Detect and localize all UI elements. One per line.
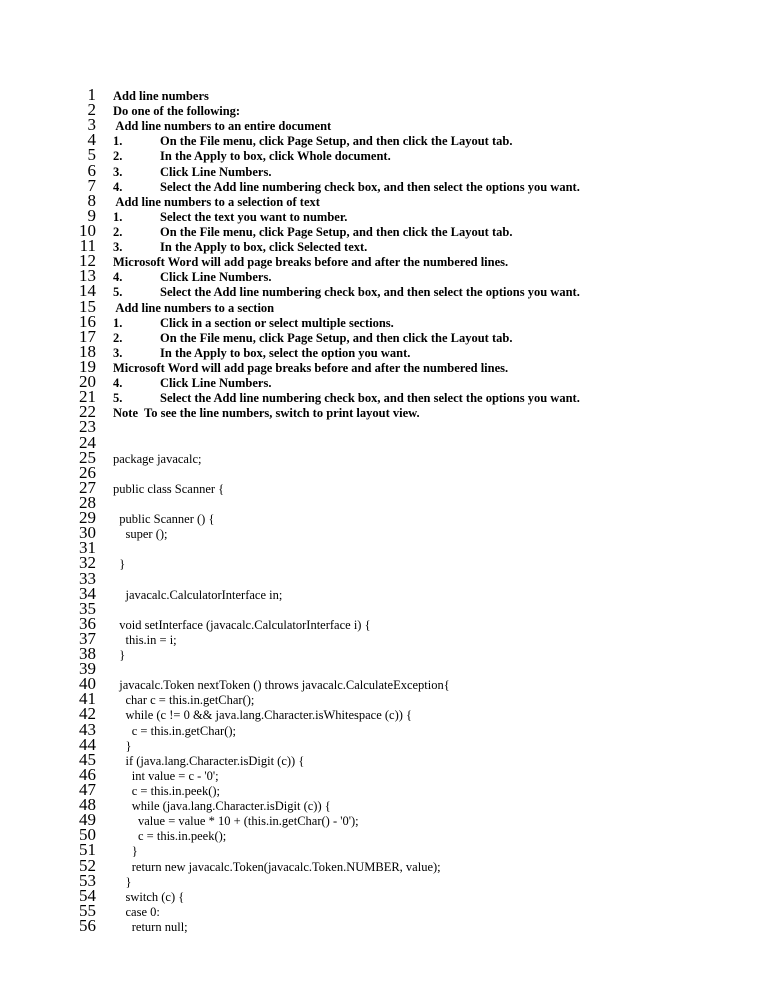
line-number: 24 — [79, 432, 96, 452]
line-number: 43 — [79, 719, 96, 739]
line-number: 26 — [79, 462, 96, 482]
code-line — [113, 603, 763, 618]
line-number: 31 — [79, 538, 96, 558]
line-number: 34 — [79, 583, 96, 603]
code-line: case 0: — [113, 904, 160, 919]
code-line: c = this.in.peek(); — [113, 829, 227, 844]
line-number: 28 — [79, 492, 96, 512]
step-number: 1. — [113, 209, 123, 224]
line-number: 13 — [79, 266, 96, 286]
step-number: 5. — [113, 391, 123, 406]
step-number: 2. — [113, 149, 123, 164]
document-body — [113, 89, 763, 935]
code-line: return null; — [113, 920, 188, 935]
code-line: while (c != 0 && java.lang.Character.isWhitespace (c)) { — [113, 708, 413, 723]
line-number: 14 — [79, 281, 96, 301]
line-number: 39 — [79, 659, 96, 679]
instruction-step — [113, 225, 763, 240]
step-text: On the File menu, click Page Setup, and then click the Layout tab. — [160, 224, 513, 239]
step-number: 4. — [113, 376, 123, 391]
instruction-step — [113, 165, 763, 180]
code-line — [113, 573, 763, 588]
section-heading-entire-document: Add line numbers to an entire document — [113, 119, 332, 134]
line-number: 40 — [79, 674, 96, 694]
step-number: 1. — [113, 134, 123, 149]
line-number: 49 — [79, 810, 96, 830]
step-number: 4. — [113, 270, 123, 285]
code-line: if (java.lang.Character.isDigit (c)) { — [113, 753, 305, 768]
step-text: In the Apply to box, click Selected text. — [160, 240, 368, 255]
line-number: 30 — [79, 523, 96, 543]
code-line: javacalc.CalculatorInterface in; — [113, 587, 283, 602]
code-line: } — [113, 844, 138, 859]
line-number: 55 — [79, 900, 96, 920]
code-line: c = this.in.peek(); — [113, 784, 221, 799]
line-number: 27 — [79, 477, 96, 497]
line-number: 19 — [79, 356, 96, 376]
instruction-step — [113, 134, 763, 149]
line-number: 50 — [79, 825, 96, 845]
step-number: 5. — [113, 285, 123, 300]
step-number: 2. — [113, 224, 123, 239]
instruction-step — [113, 331, 763, 346]
line-number: 17 — [79, 326, 96, 346]
steps-entire-document — [113, 134, 763, 194]
line-number: 11 — [79, 236, 96, 256]
step-number: 3. — [113, 240, 123, 255]
line-number: 36 — [79, 613, 96, 633]
line-number: 1 — [87, 85, 96, 104]
line-number: 47 — [79, 780, 96, 800]
steps-selection-a — [113, 210, 763, 255]
doc-title: Add line numbers — [113, 89, 209, 103]
line-number: 16 — [79, 311, 96, 331]
step-text: Select the text you want to number. — [160, 209, 348, 224]
step-text: In the Apply to box, click Whole document. — [160, 149, 391, 164]
instruction-step — [113, 270, 763, 285]
selection-note: Microsoft Word will add page breaks before and after the numbered lines. — [113, 255, 509, 270]
step-text: On the File menu, click Page Setup, and then click the Layout tab. — [160, 134, 513, 149]
section-note: Microsoft Word will add page breaks before and after the numbered lines. — [113, 360, 509, 375]
code-line: super (); — [113, 527, 168, 542]
instruction-step — [113, 376, 763, 391]
line-number: 4 — [87, 130, 96, 150]
line-number: 3 — [87, 115, 96, 135]
code-line: int value = c - '0'; — [113, 768, 219, 783]
steps-section-a — [113, 316, 763, 361]
line-number: 54 — [79, 885, 96, 905]
line-number: 22 — [79, 402, 96, 422]
step-number: 2. — [113, 330, 123, 345]
section-heading-selection: Add line numbers to a selection of text — [113, 194, 320, 209]
line-number: 52 — [79, 855, 96, 875]
steps-section-b — [113, 376, 763, 406]
instruction-step — [113, 240, 763, 255]
code-line: void setInterface (javacalc.CalculatorInterface i) { — [113, 617, 371, 632]
line-number: 44 — [79, 734, 96, 754]
steps-selection-b — [113, 270, 763, 300]
code-line: this.in = i; — [113, 632, 177, 647]
line-number: 10 — [79, 220, 96, 240]
step-text: Click Line Numbers. — [160, 270, 272, 285]
step-number: 3. — [113, 345, 123, 360]
line-number: 18 — [79, 341, 96, 361]
code-line: while (java.lang.Character.isDigit (c)) { — [113, 799, 331, 814]
step-number: 3. — [113, 164, 123, 179]
step-number: 1. — [113, 315, 123, 330]
code-line — [113, 467, 763, 482]
code-line: package javacalc; — [113, 451, 202, 466]
code-line: public class Scanner { — [113, 481, 225, 496]
code-line: } — [113, 557, 126, 572]
code-block — [113, 452, 763, 936]
instruction-step — [113, 149, 763, 164]
line-number: 6 — [87, 160, 96, 180]
code-line: } — [113, 648, 126, 663]
line-number: 42 — [79, 704, 96, 724]
line-number: 5 — [87, 145, 96, 165]
code-line: } — [113, 874, 132, 889]
line-number: 46 — [79, 764, 96, 784]
code-line — [113, 663, 763, 678]
blank-line — [113, 421, 763, 436]
instruction-step — [113, 316, 763, 331]
line-number: 35 — [79, 598, 96, 618]
line-number: 2 — [87, 100, 96, 120]
step-text: In the Apply to box, select the option you want. — [160, 345, 411, 360]
line-number: 45 — [79, 749, 96, 769]
line-number: 9 — [87, 205, 96, 225]
step-text: Click in a section or select multiple sections. — [160, 315, 394, 330]
code-line: return new javacalc.Token(javacalc.Token.NUMBER, value); — [113, 859, 441, 874]
step-text: Click Line Numbers. — [160, 164, 272, 179]
section-heading-section: Add line numbers to a section — [113, 300, 275, 315]
code-line: char c = this.in.getChar(); — [113, 693, 255, 708]
code-line: javacalc.Token nextToken () throws javacalc.CalculateException{ — [113, 678, 450, 693]
code-line — [113, 542, 763, 557]
line-number: 15 — [79, 296, 96, 316]
instruction-step — [113, 285, 763, 300]
code-line — [113, 497, 763, 512]
line-number: 29 — [79, 508, 96, 528]
instruction-step — [113, 346, 763, 361]
line-number: 20 — [79, 372, 96, 392]
line-number: 37 — [79, 628, 96, 648]
code-line: switch (c) { — [113, 889, 185, 904]
line-number: 25 — [79, 447, 96, 467]
code-line: value = value * 10 + (this.in.getChar() - '0'); — [113, 814, 359, 829]
step-text: Click Line Numbers. — [160, 376, 272, 391]
doc-intro: Do one of the following: — [113, 104, 241, 119]
step-text: Select the Add line numbering check box, and then select the options you want. — [160, 179, 580, 194]
line-number: 56 — [79, 916, 96, 936]
code-line: } — [113, 738, 132, 753]
instruction-step — [113, 391, 763, 406]
line-number: 12 — [79, 251, 96, 271]
line-number: 33 — [79, 568, 96, 588]
code-line: public Scanner () { — [113, 512, 215, 527]
line-number: 7 — [87, 175, 96, 195]
line-number: 32 — [79, 553, 96, 573]
step-number: 4. — [113, 179, 123, 194]
step-text: Select the Add line numbering check box, and then select the options you want. — [160, 391, 580, 406]
line-number: 51 — [79, 840, 96, 860]
step-text: Select the Add line numbering check box, and then select the options you want. — [160, 285, 580, 300]
line-number: 53 — [79, 870, 96, 890]
line-number: 48 — [79, 795, 96, 815]
line-number: 21 — [79, 387, 96, 407]
line-number-column — [76, 85, 96, 936]
line-number: 8 — [87, 190, 96, 210]
line-number: 41 — [79, 689, 96, 709]
step-text: On the File menu, click Page Setup, and then click the Layout tab. — [160, 330, 513, 345]
line-number: 23 — [79, 417, 96, 437]
blank-line — [113, 437, 763, 452]
code-line: c = this.in.getChar(); — [113, 723, 236, 738]
line-number: 38 — [79, 644, 96, 664]
final-note: Note To see the line numbers, switch to print layout view. — [113, 406, 420, 421]
instruction-step — [113, 210, 763, 225]
instruction-step — [113, 180, 763, 195]
